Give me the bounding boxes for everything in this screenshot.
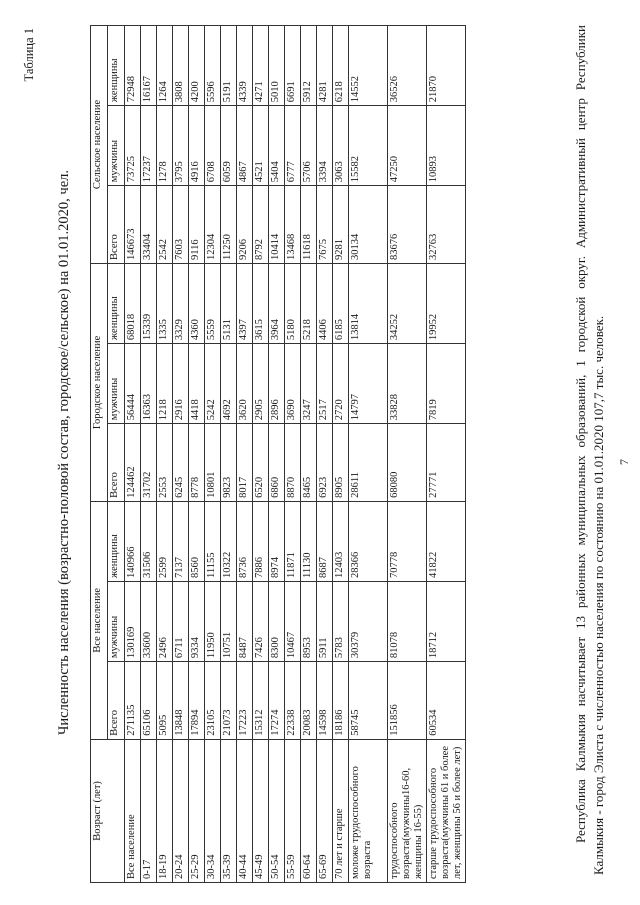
table-cell: 14598 [317,662,333,740]
table-cell: 3690 [285,344,301,424]
table-row [301,26,317,883]
table-cell: 10414 [269,186,285,264]
table-cell: 27771 [427,424,466,502]
table-row [388,26,427,883]
table-cell: 151856 [388,662,427,740]
table-cell: 9281 [333,186,349,264]
table-cell: 30379 [349,582,388,662]
table-cell: 9116 [189,186,205,264]
table-cell: 65106 [141,662,157,740]
table-cell: 58745 [349,662,388,740]
table-cell: 6923 [317,424,333,502]
table-cell: 83676 [388,186,427,264]
table-cell: 4397 [237,263,253,343]
table-cell: 3247 [301,344,317,424]
table-cell: 4867 [237,106,253,186]
sub-header-total: Всего [108,186,125,264]
table-cell: 6777 [285,106,301,186]
footnote-text: Республика Калмыкия насчитывает 13 районных муниципальных образований, 1 городской округ. Административный центр Республики Калмыкия - город Элиста с численностью населения по состоянию на 01.01.2020 107,7 тыс. человек. [573,25,606,875]
table-cell: 11871 [285,501,301,581]
table-cell: 14552 [349,26,388,106]
table-row [285,26,301,883]
table-cell: 15312 [253,662,269,740]
table-cell: 68080 [388,424,427,502]
table-cell: 6245 [173,424,189,502]
table-row [221,26,237,883]
table-label: Таблица 1 [22,28,36,82]
table-cell: 34252 [388,263,427,343]
table-cell: 56444 [125,344,141,424]
table-cell: 21870 [427,26,466,106]
row-label: 0-17 [141,739,157,882]
table-cell: 3620 [237,344,253,424]
table-cell: 8974 [269,501,285,581]
table-cell: 2720 [333,344,349,424]
table-cell: 13848 [173,662,189,740]
table-cell: 6860 [269,424,285,502]
table-cell: 5706 [301,106,317,186]
table-cell: 12403 [333,501,349,581]
table-cell: 4406 [317,263,333,343]
table-cell: 17223 [237,662,253,740]
table-cell: 19952 [427,263,466,343]
table-cell: 72948 [125,26,141,106]
table-cell: 47250 [388,106,427,186]
table-cell: 5911 [317,582,333,662]
table-cell: 2916 [173,344,189,424]
table-cell: 9206 [237,186,253,264]
table-cell: 8792 [253,186,269,264]
table-row [349,26,388,883]
table-cell: 5242 [205,344,221,424]
table-cell: 146673 [125,186,141,264]
table-cell: 7886 [253,501,269,581]
row-label: 18-19 [157,739,173,882]
table-cell: 33404 [141,186,157,264]
row-label: 45-49 [253,739,269,882]
table-row [189,26,205,883]
table-cell: 4271 [253,26,269,106]
table-cell: 124462 [125,424,141,502]
table-cell: 23105 [205,662,221,740]
table-cell: 73725 [125,106,141,186]
table-cell: 5596 [205,26,221,106]
sub-header-total: Всего [108,424,125,502]
table-row [173,26,189,883]
table-cell: 7137 [173,501,189,581]
table-cell: 4692 [221,344,237,424]
table-cell: 10322 [221,501,237,581]
table-cell: 4281 [317,26,333,106]
table-cell: 36526 [388,26,427,106]
table-cell: 5131 [221,263,237,343]
table-cell: 22338 [285,662,301,740]
table-row [427,26,466,883]
table-cell: 1335 [157,263,173,343]
table-cell: 3394 [317,106,333,186]
table-cell: 28611 [349,424,388,502]
table-cell: 8778 [189,424,205,502]
table-cell: 8017 [237,424,253,502]
table-cell: 3329 [173,263,189,343]
table-cell: 11618 [301,186,317,264]
table-row [141,26,157,883]
table-cell: 2599 [157,501,173,581]
table-cell: 8736 [237,501,253,581]
row-label: 70 лет и старше [333,739,349,882]
table-cell: 3795 [173,106,189,186]
table-cell: 8953 [301,582,317,662]
row-label: 20-24 [173,739,189,882]
table-cell: 8560 [189,501,205,581]
table-cell: 5218 [301,263,317,343]
row-label: 40-44 [237,739,253,882]
row-label: 55-59 [285,739,301,882]
table-cell: 5010 [269,26,285,106]
table-cell: 5191 [221,26,237,106]
table-cell: 271135 [125,662,141,740]
row-label: Все население [125,739,141,882]
table-cell: 140966 [125,501,141,581]
table-cell: 17894 [189,662,205,740]
row-label: моложе трудоспособного возраста [349,739,388,882]
table-cell: 13468 [285,186,301,264]
table-cell: 11250 [221,186,237,264]
table-cell: 17274 [269,662,285,740]
table-cell: 10893 [427,106,466,186]
table-cell: 14797 [349,344,388,424]
table-cell: 1264 [157,26,173,106]
table-cell: 5180 [285,263,301,343]
page-title: Численность населения (возрастно-половой состав, городское/сельское) на 01.01.2020, чел. [56,169,72,736]
group-header-urban: Городское население [91,263,108,501]
table-cell: 31506 [141,501,157,581]
table-cell: 11950 [205,582,221,662]
row-label: 30-34 [205,739,221,882]
table-cell: 4360 [189,263,205,343]
table-row [269,26,285,883]
table-cell: 5912 [301,26,317,106]
table-cell: 41822 [427,501,466,581]
table-cell: 8905 [333,424,349,502]
table-cell: 18712 [427,582,466,662]
table-cell: 33828 [388,344,427,424]
table-row [125,26,141,883]
group-header-rural: Сельское население [91,26,108,264]
table-cell: 2905 [253,344,269,424]
table-cell: 5559 [205,263,221,343]
row-label: старше трудоспособного возраста(мужчины 61 и более лет, женщины 56 и более лет) [427,739,466,882]
table-cell: 12304 [205,186,221,264]
table-row [253,26,269,883]
table-cell: 4521 [253,106,269,186]
sub-header-women: женщины [108,263,125,343]
table-cell: 28366 [349,501,388,581]
sub-header-women: женщины [108,26,125,106]
table-row [237,26,253,883]
table-cell: 8870 [285,424,301,502]
table-cell: 6218 [333,26,349,106]
table-cell: 5095 [157,662,173,740]
table-cell: 2496 [157,582,173,662]
table-cell: 70778 [388,501,427,581]
table-cell: 18186 [333,662,349,740]
table-cell: 11155 [205,501,221,581]
table-cell: 17237 [141,106,157,186]
row-label: трудоспособного возраста(мужчины16-60, женщины 16-55) [388,739,427,882]
table-cell: 2553 [157,424,173,502]
table-cell: 8300 [269,582,285,662]
row-label: 50-54 [269,739,285,882]
table-cell: 2517 [317,344,333,424]
row-label: 60-64 [301,739,317,882]
table-cell: 7819 [427,344,466,424]
table-cell: 8687 [317,501,333,581]
sub-header-total: Всего [108,662,125,740]
table-row [317,26,333,883]
table-cell: 68018 [125,263,141,343]
table-cell: 5783 [333,582,349,662]
table-cell: 6691 [285,26,301,106]
table-cell: 9823 [221,424,237,502]
age-column-header: Возраст (лет) [91,739,125,882]
table-cell: 6059 [221,106,237,186]
table-cell: 5404 [269,106,285,186]
table-cell: 6711 [173,582,189,662]
table-cell: 10751 [221,582,237,662]
row-label: 25-29 [189,739,205,882]
page-number: 7 [617,459,631,465]
table-cell: 8465 [301,424,317,502]
table-row [205,26,221,883]
table-cell: 2896 [269,344,285,424]
table-cell: 10801 [205,424,221,502]
table-cell: 20083 [301,662,317,740]
table-cell: 21073 [221,662,237,740]
table-cell: 15582 [349,106,388,186]
table-row [333,26,349,883]
row-label: 35-39 [221,739,237,882]
table-cell: 3063 [333,106,349,186]
table-cell: 81078 [388,582,427,662]
table-cell: 11130 [301,501,317,581]
table-cell: 31702 [141,424,157,502]
table-cell: 3964 [269,263,285,343]
table-cell: 32763 [427,186,466,264]
table-cell: 7603 [173,186,189,264]
table-body [125,26,466,883]
table-cell: 2542 [157,186,173,264]
table-cell: 4200 [189,26,205,106]
table-cell: 4339 [237,26,253,106]
table-cell: 33600 [141,582,157,662]
table-cell: 13814 [349,263,388,343]
table-cell: 130169 [125,582,141,662]
sub-header-men: мужчины [108,582,125,662]
row-label: 65-69 [317,739,333,882]
table-cell: 16363 [141,344,157,424]
table-cell: 3808 [173,26,189,106]
sub-header-men: мужчины [108,106,125,186]
sub-header-women: женщины [108,501,125,581]
table-cell: 7426 [253,582,269,662]
table-cell: 1218 [157,344,173,424]
table-cell: 6520 [253,424,269,502]
table-cell: 4418 [189,344,205,424]
table-cell: 6708 [205,106,221,186]
table-cell: 3615 [253,263,269,343]
group-header-all: Все население [91,501,108,739]
table-cell: 4916 [189,106,205,186]
table-cell: 8487 [237,582,253,662]
table-row [157,26,173,883]
table-cell: 16167 [141,26,157,106]
table-cell: 30134 [349,186,388,264]
sub-header-men: мужчины [108,344,125,424]
table-cell: 10467 [285,582,301,662]
table-cell: 1278 [157,106,173,186]
table-cell: 9334 [189,582,205,662]
table-cell: 6185 [333,263,349,343]
table-cell: 15339 [141,263,157,343]
population-table [90,25,466,883]
table-cell: 60534 [427,662,466,740]
table-cell: 7675 [317,186,333,264]
